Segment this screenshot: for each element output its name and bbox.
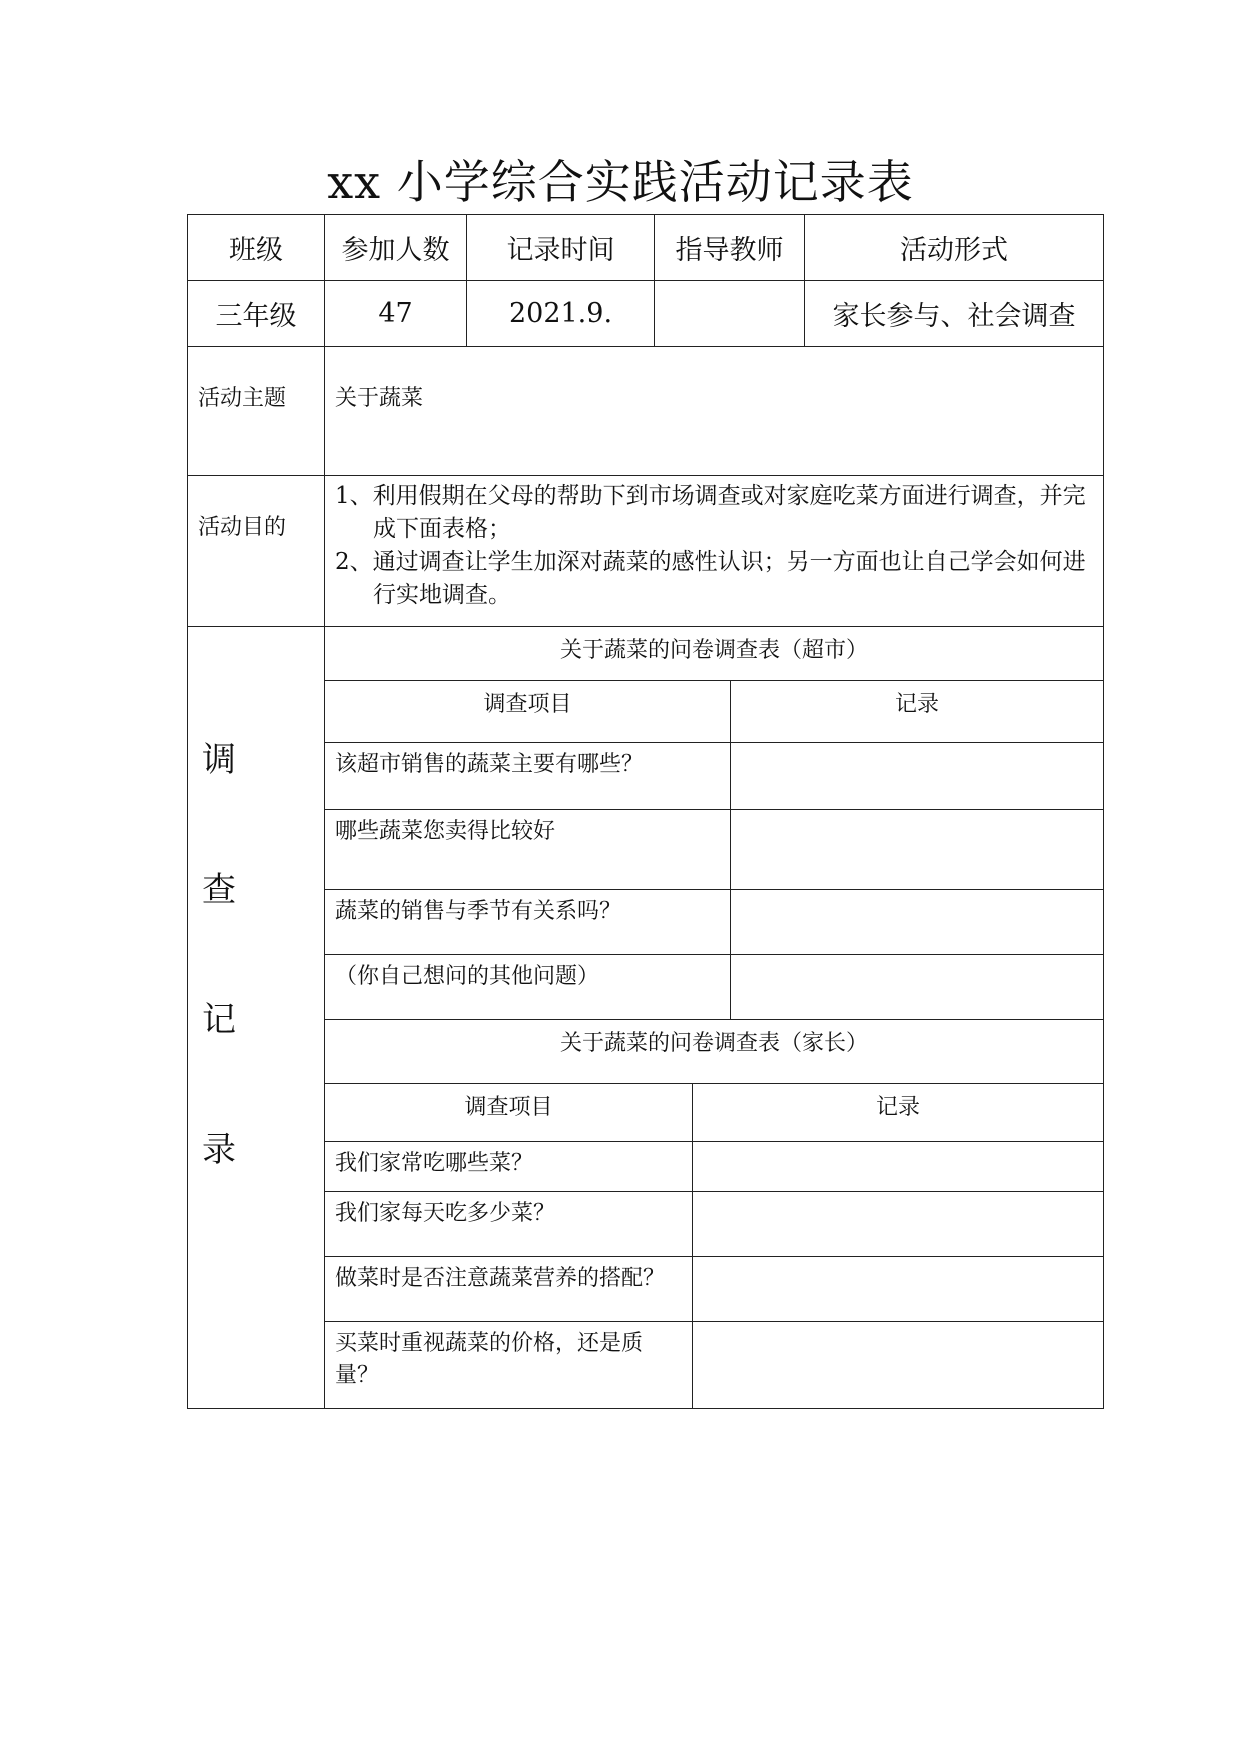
class-label: 班级 <box>188 215 325 280</box>
header-value-row <box>188 281 1103 347</box>
goal-list <box>335 480 1095 626</box>
activity-form-label: 活动形式 <box>900 235 1008 266</box>
table-row <box>325 1142 1103 1192</box>
table-row <box>325 743 1103 810</box>
participants-value: 47 <box>325 281 467 346</box>
theme-value: 关于蔬菜 <box>335 386 424 411</box>
survey-label-char: 录 <box>202 1130 236 1170</box>
goal-item: 2、通过调查让学生加深对蔬菜的感性认识；另一方面也让自己学会如何进行实地调查。 <box>335 549 1086 608</box>
market-record-header: 记录 <box>894 692 939 717</box>
market-header-row <box>325 681 1103 743</box>
theme-label: 活动主题 <box>188 347 325 475</box>
market-question: 该超市销售的蔬菜主要有哪些？ <box>325 743 731 809</box>
market-record-cell <box>731 810 1103 889</box>
survey-tables <box>325 627 1103 1408</box>
activity-form-value: 家长参与、社会调查 <box>832 301 1076 332</box>
participants-label: 参加人数 <box>325 215 467 280</box>
table-row <box>325 1322 1103 1408</box>
parent-record-cell <box>693 1142 1103 1191</box>
class-value: 三年级 <box>188 281 325 346</box>
parent-item-header: 调查项目 <box>325 1084 693 1141</box>
parent-record-cell <box>693 1322 1103 1408</box>
record-time-label: 记录时间 <box>467 215 655 280</box>
table-row <box>325 810 1103 890</box>
market-survey-title: 关于蔬菜的问卷调查表（超市） <box>559 638 868 663</box>
survey-label-char: 调 <box>202 740 236 780</box>
record-table <box>187 214 1104 1409</box>
goal-label: 活动目的 <box>188 476 325 626</box>
survey-label-char: 记 <box>202 1000 236 1040</box>
table-row <box>325 1257 1103 1322</box>
table-row <box>325 955 1103 1020</box>
table-row <box>325 1192 1103 1257</box>
market-record-cell <box>731 955 1103 1019</box>
parent-question: 我们家每天吃多少菜？ <box>325 1192 693 1256</box>
parent-question: 买菜时重视蔬菜的价格，还是质量？ <box>325 1322 693 1408</box>
teacher-value <box>655 281 805 346</box>
survey-label-char: 查 <box>202 870 236 910</box>
market-item-header: 调查项目 <box>325 681 731 742</box>
market-question: （你自己想问的其他问题） <box>325 955 731 1019</box>
parent-record-header: 记录 <box>875 1095 920 1120</box>
market-question: 哪些蔬菜您卖得比较好 <box>325 810 731 889</box>
parent-question: 做菜时是否注意蔬菜营养的搭配？ <box>325 1257 693 1321</box>
market-record-cell <box>731 743 1103 809</box>
header-label-row <box>188 215 1103 281</box>
parent-title-row <box>325 1020 1103 1084</box>
goal-row <box>188 476 1103 627</box>
parent-record-cell <box>693 1257 1103 1321</box>
record-time-value: 2021.9. <box>467 281 655 346</box>
market-question: 蔬菜的销售与季节有关系吗？ <box>325 890 731 954</box>
market-title-row <box>325 627 1103 681</box>
table-row <box>325 890 1103 955</box>
goal-item: 1、利用假期在父母的帮助下到市场调查或对家庭吃菜方面进行调查，并完成下面表格； <box>335 483 1086 542</box>
teacher-label: 指导教师 <box>655 215 805 280</box>
theme-row <box>188 347 1103 476</box>
survey-row <box>188 627 1103 1408</box>
market-record-cell <box>731 890 1103 954</box>
parent-record-cell <box>693 1192 1103 1256</box>
survey-label <box>188 627 325 1408</box>
goal-content <box>325 476 1103 626</box>
parent-survey-title: 关于蔬菜的问卷调查表（家长） <box>559 1031 868 1056</box>
document-title: xx 小学综合实践活动记录表 <box>327 155 914 209</box>
parent-question: 我们家常吃哪些菜？ <box>325 1142 693 1191</box>
parent-header-row <box>325 1084 1103 1142</box>
